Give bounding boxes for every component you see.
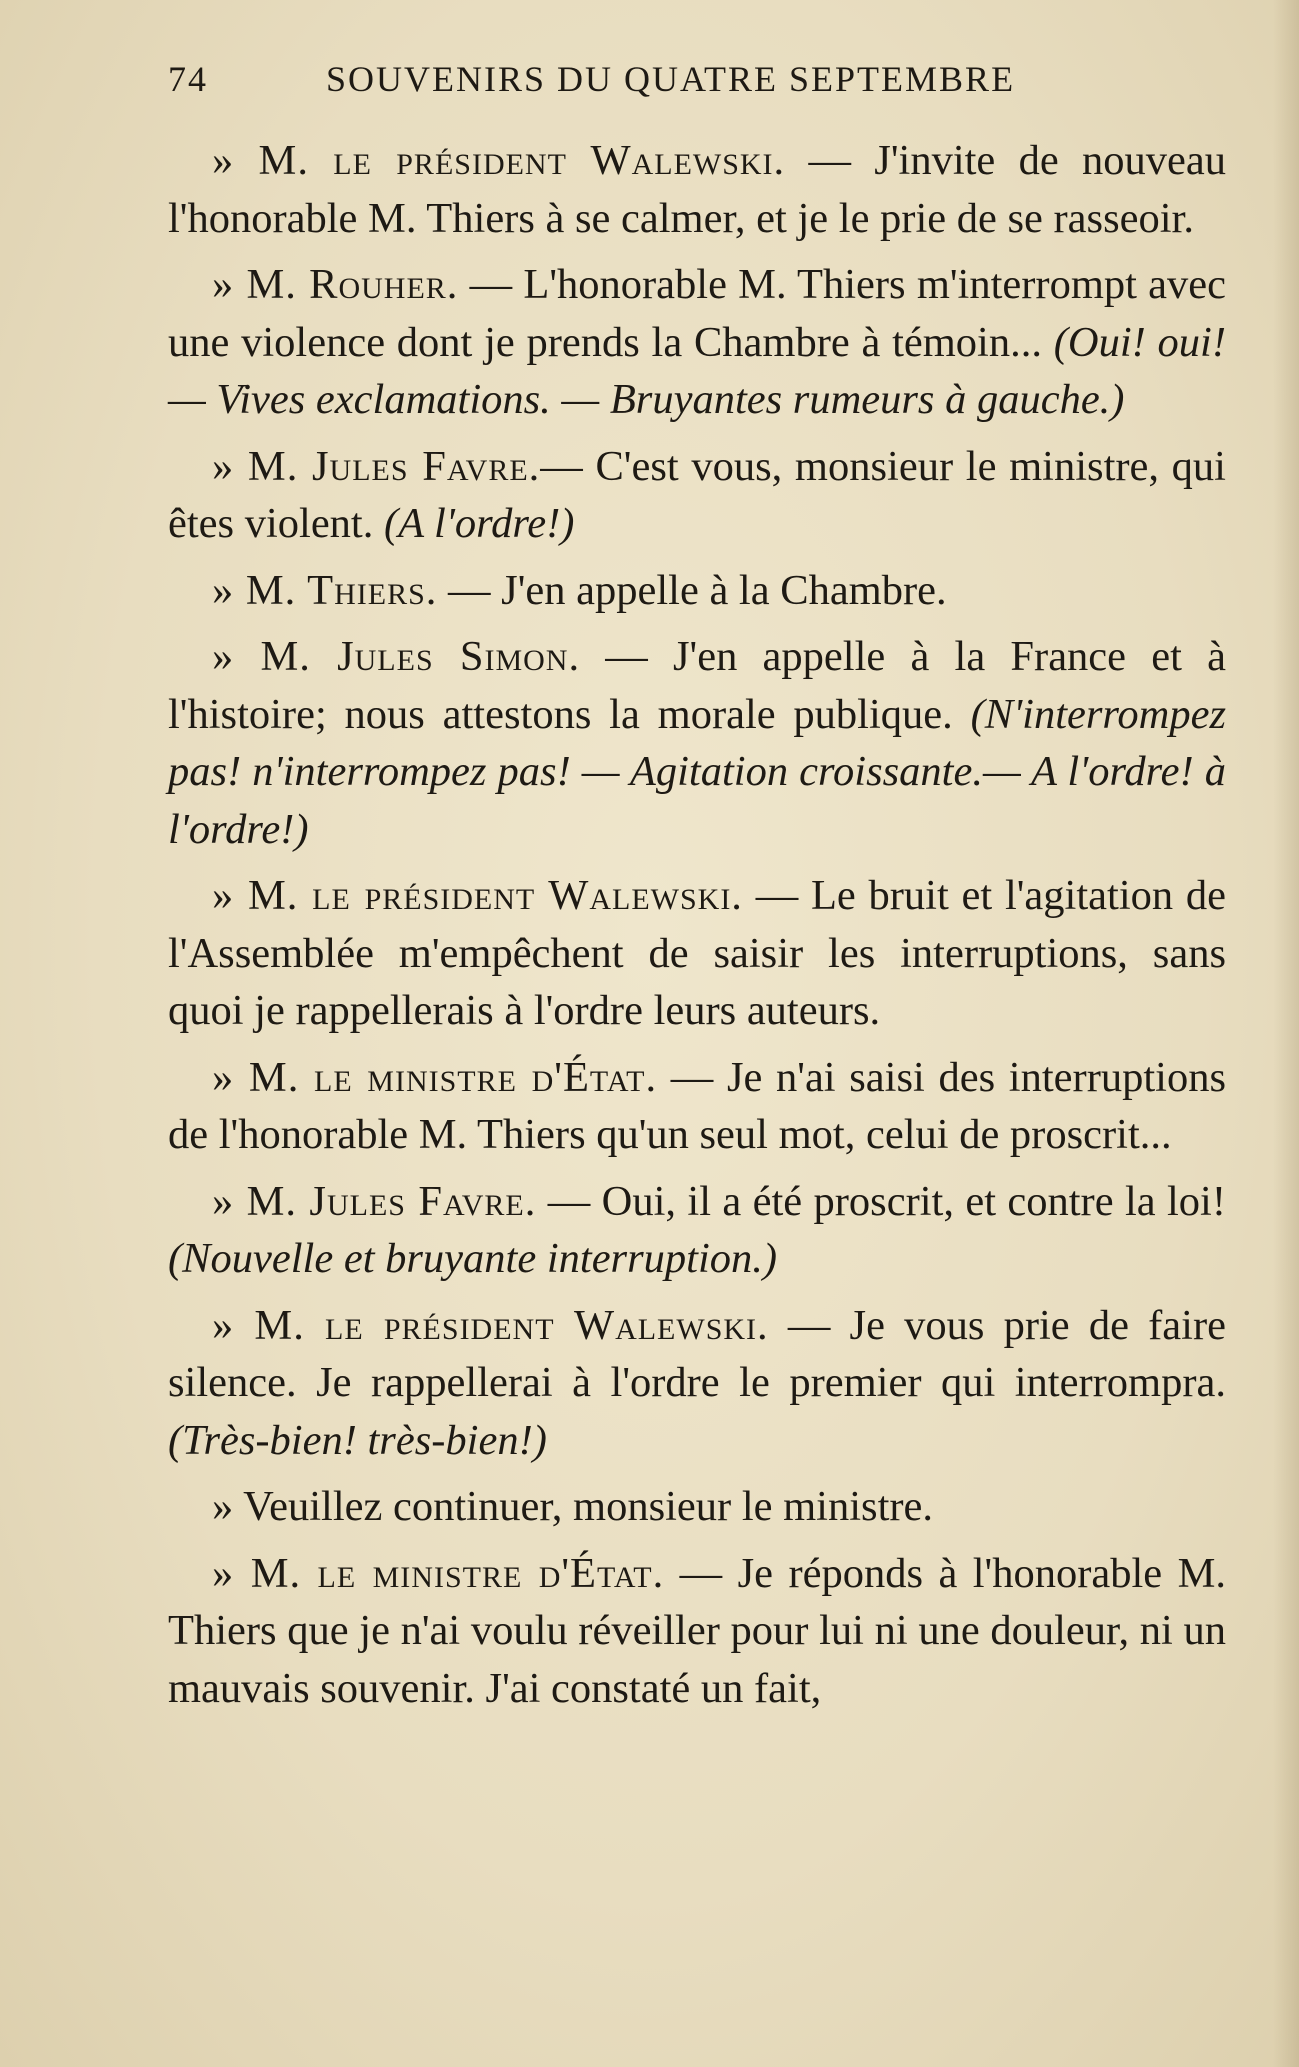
- stage-direction: (Nouvelle et bruyante interruption.): [168, 1235, 778, 1282]
- speaker-name: » M. Rouher.: [212, 261, 459, 308]
- paragraph: [168, 562, 1226, 620]
- stage-direction: (A l'ordre!): [384, 500, 575, 547]
- paragraph-text: — C'est vous, monsieur le ministre, qui êtes violent.: [168, 442, 1226, 547]
- paragraph-text: — L'honorable M. Thiers m'interrompt avec une violence dont je prends la Chambre à témoin...: [168, 261, 1227, 366]
- stage-direction: (Oui! oui! — Vives exclamations. — Bruyantes rumeurs à gauche.): [168, 318, 1226, 423]
- speaker-name: » M. Jules Favre.: [212, 1177, 537, 1225]
- paragraph: [168, 1173, 1226, 1288]
- speaker-name: » M. Jules Favre.: [212, 442, 541, 490]
- paragraph-text: — J'invite de nouveau l'honorable M. Thiers à se calmer, et je le prie de se rasseoir.: [168, 137, 1227, 242]
- speaker-name: » M. Jules Simon.: [212, 633, 581, 680]
- speaker-name: » M. le ministre d'État.: [212, 1053, 658, 1101]
- paragraph-text: — Je réponds à l'honorable M. Thiers que je n'ai voulu réveiller pour lui ni une douleur, ni un mauvais souvenir. J'ai constaté un fait,: [168, 1549, 1226, 1712]
- speaker-name: » M. le président Walewski.: [212, 872, 743, 919]
- paragraph: [168, 1049, 1226, 1164]
- paragraph: [168, 1297, 1226, 1470]
- paragraph: [168, 1545, 1226, 1718]
- paragraph: [168, 628, 1226, 858]
- paragraph-text: » Veuillez continuer, monsieur le ministre.: [212, 1483, 934, 1530]
- running-head: [168, 58, 1226, 118]
- speaker-name: » M. le président Walewski.: [212, 1301, 769, 1349]
- paragraph: [168, 867, 1226, 1040]
- paragraph-text: — J'en appelle à la Chambre.: [437, 566, 947, 614]
- paragraph: [168, 438, 1226, 553]
- stage-direction: (N'interrompez pas! n'interrompez pas! — Agitation croissante.— A l'ordre! à l'ordre!): [168, 690, 1226, 853]
- page-number: 74: [168, 59, 208, 99]
- paragraph-text: — Je vous prie de faire silence. Je rappellerai à l'ordre le premier qui interrompra.: [168, 1301, 1226, 1406]
- speaker-name: » M. le ministre d'État.: [212, 1549, 665, 1597]
- paragraph-text: — Le bruit et l'agitation de l'Assemblée m'empêchent de saisir les interruptions, sans quoi je rappellerais à l'ordre leurs auteurs.: [168, 872, 1226, 1034]
- page-edge-shadow: [1273, 0, 1299, 2067]
- speaker-name: » M. le président Walewski.: [212, 137, 786, 184]
- paragraph-text: — J'en appelle à la France et à l'histoire; nous attestons la morale publique.: [168, 633, 1226, 738]
- paragraph: [168, 1478, 1226, 1536]
- speaker-name: » M. Thiers.: [212, 566, 438, 614]
- stage-direction: (Très-bien! très-bien!): [168, 1416, 547, 1464]
- paragraph: [168, 256, 1226, 429]
- paragraph: [168, 132, 1226, 247]
- page-text-block: [168, 58, 1226, 1726]
- paragraph-text: — Oui, il a été proscrit, et contre la loi!: [536, 1177, 1227, 1225]
- paragraph-text: — Je n'ai saisi des interruptions de l'honorable M. Thiers qu'un seul mot, celui de proscrit...: [168, 1053, 1226, 1158]
- running-title: SOUVENIRS DU QUATRE SEPTEMBRE: [326, 59, 1016, 99]
